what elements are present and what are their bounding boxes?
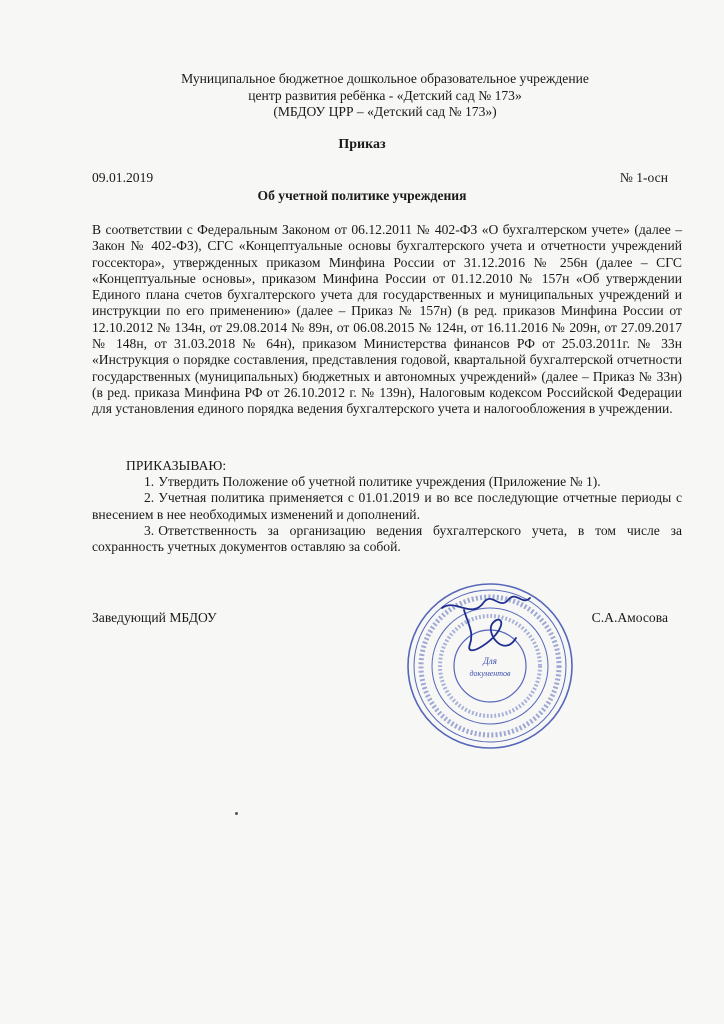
scan-speck [235,812,238,815]
order-item [92,523,682,556]
official-stamp [404,580,576,752]
signatory-position: Заведующий МБДОУ [92,610,217,625]
signatory-name: С.А.Амосова [591,610,668,625]
stamp-ring-3 [432,608,548,724]
stamp-ring-text-inner [440,616,540,716]
order-item-text: Учетная политика применяется с 01.01.2019 и во все последующие отчетные периоды с внесением в нее необходимых изменений и дополнений. [92,490,682,522]
header-line-3: (МБДОУ ЦРР – «Детский сад № 173») [273,104,497,119]
order-item [92,474,682,490]
organization-header [90,71,680,121]
stamp-ring-2 [414,590,566,742]
document-subject: Об учетной политике учреждения [257,188,467,203]
header-line-2: центр развития ребёнка - «Детский сад № 173» [248,87,522,103]
order-item-number: 1. [144,474,155,489]
order-item-number: 2. [144,490,155,506]
stamp-center-text-2: документов [469,669,511,678]
order-item-text: Ответственность за организацию ведения бухгалтерского учета, в том числе за сохранность учетных документов оставляю за собой. [92,522,682,555]
stamp-outer-ring [408,584,572,748]
document-date: 09.01.2019 [92,170,154,185]
order-word: ПРИКАЗЫВАЮ: [126,458,227,473]
order-item-text: Утвердить Положение об учетной политике учреждения (Приложение № 1). [158,474,601,489]
order-item-number: 3. [144,522,155,538]
stamp-center-text-1: Для [483,656,497,666]
header-line-1: Муниципальное бюджетное дошкольное образовательное учреждение [181,71,589,86]
order-item [92,490,682,523]
document-number: № 1-осн [619,170,668,185]
preamble-paragraph: В соответствии с Федеральным Законом от 06.12.2011 № 402-ФЗ «О бухгалтерском учете» (далее – Закон № 402-ФЗ), СГС «Концептуальные основы бухгалтерского учета и отчетности учреждений госсектора», утвержденных приказом Минфина России от 31.12.2016 № 256н (далее – СГС «Концептуальные основы», приказом Минфина России от 01.12.2010 № 157н «Об утверждении Единого плана счетов бухгалтерского учета для государственных и муниципальных учреждений и инструкции по его применению» (далее – Приказ № 157н) (в ред. приказов Минфина России от 12.10.2012 № 134н, от 29.08.2014 № 89н, от 06.08.2015 № 124н, от 16.11.2016 № 209н, от 27.09.2017 № 148н, от 31.03.2018 № 64н), приказом Министерства финансов РФ от 25.03.2011г. № 33н «Инструкция о порядке составления, представления годовой, квартальной бухгалтерской отчетности государственных (муниципальных) бюджетных и автономных учреждений» (далее – Приказ № 33н) (в ред. приказа Минфина РФ от 26.10.2012 г. № 139н), Налоговым кодексом Российской Федерации для установления единого порядка ведения бухгалтерского учета и налогообложения в учреждении. [92,222,682,417]
order-items [92,474,682,555]
document-title: Приказ [338,137,386,152]
